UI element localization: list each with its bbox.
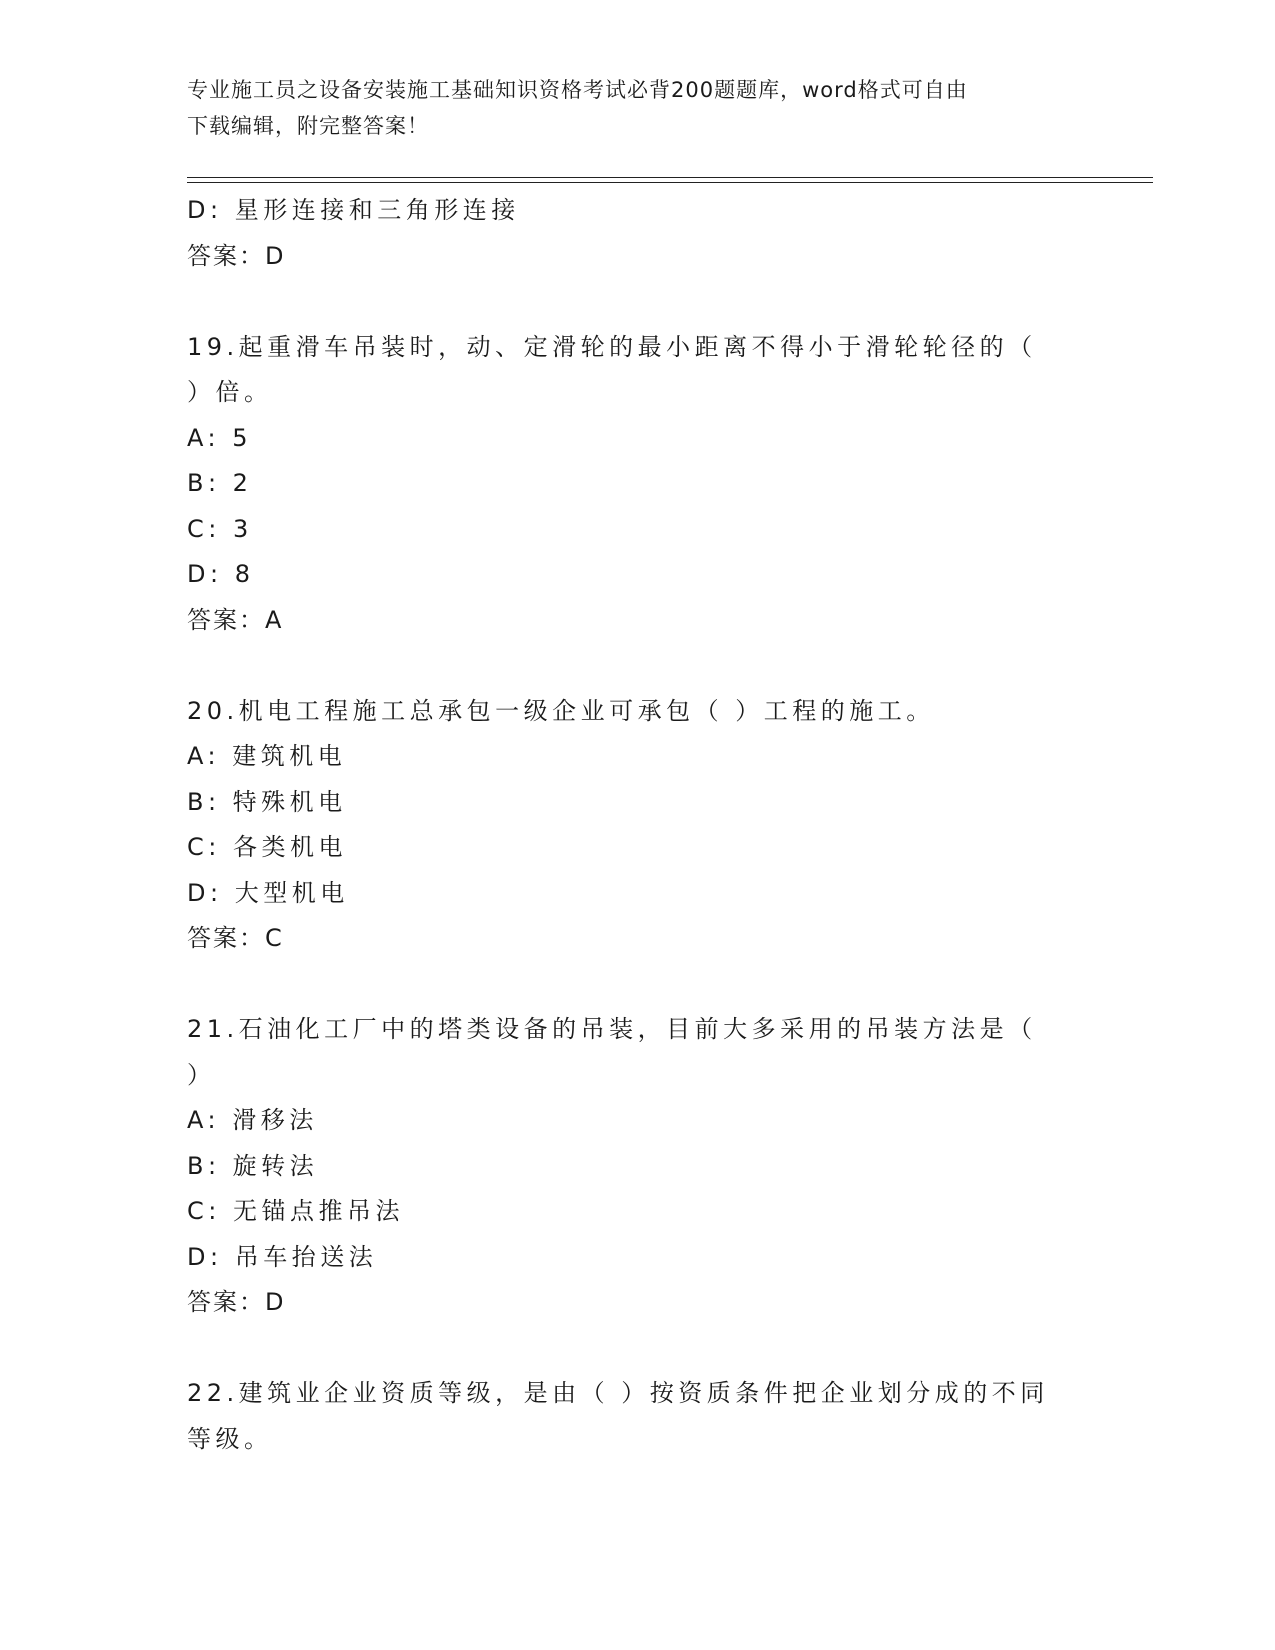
option-b: B: 特殊机电 <box>187 787 347 816</box>
option-a: A: 建筑机电 <box>187 742 347 770</box>
question-stem-line-1: 21.石油化工厂中的塔类设备的吊装，目前大多采用的吊装方法是（ <box>187 1015 1037 1043</box>
option-a: A: 滑移法 <box>187 1106 318 1134</box>
question-stem-line-2: ）倍。 <box>187 378 273 406</box>
header-divider-bottom <box>187 182 1153 183</box>
option-d: D: 大型机电 <box>187 878 349 907</box>
answer: 答案：C <box>187 924 284 952</box>
prev-option-d: D: 星形连接和三角形连接 <box>187 196 520 224</box>
question-19 <box>187 325 1147 644</box>
prev-answer: 答案：D <box>187 241 286 270</box>
question-content <box>187 188 1147 1462</box>
header-line-1: 专业施工员之设备安装施工基础知识资格考试必背200题题库，word格式可自由 <box>187 78 968 102</box>
question-stem-line-1: 22.建筑业企业资质等级，是由（ ）按资质条件把企业划分成的不同 <box>187 1379 1049 1407</box>
option-a: A: 5 <box>187 423 252 452</box>
question-stem-line-1: 19.起重滑车吊装时，动、定滑轮的最小距离不得小于滑轮轮径的（ <box>187 332 1037 361</box>
option-b: B: 2 <box>187 469 253 497</box>
question-21 <box>187 1007 1147 1326</box>
question-stem-line-1: 20.机电工程施工总承包一级企业可承包（ ）工程的施工。 <box>187 696 935 725</box>
option-b: B: 旋转法 <box>187 1151 319 1180</box>
document-header <box>187 72 1067 144</box>
answer: 答案：A <box>187 605 284 634</box>
answer: 答案：D <box>187 1288 286 1316</box>
header-divider-top <box>187 177 1153 178</box>
option-d: D: 8 <box>187 560 255 588</box>
option-c: C: 3 <box>187 514 253 543</box>
question-stem-line-2: ） <box>187 1060 216 1089</box>
question-stem-line-2: 等级。 <box>187 1424 273 1453</box>
header-line-2: 下载编辑，附完整答案！ <box>187 114 429 138</box>
option-c: C: 各类机电 <box>187 833 347 861</box>
question-20 <box>187 689 1147 962</box>
question-22 <box>187 1371 1147 1462</box>
option-c: C: 无锚点推吊法 <box>187 1197 404 1225</box>
option-d: D: 吊车抬送法 <box>187 1242 378 1271</box>
